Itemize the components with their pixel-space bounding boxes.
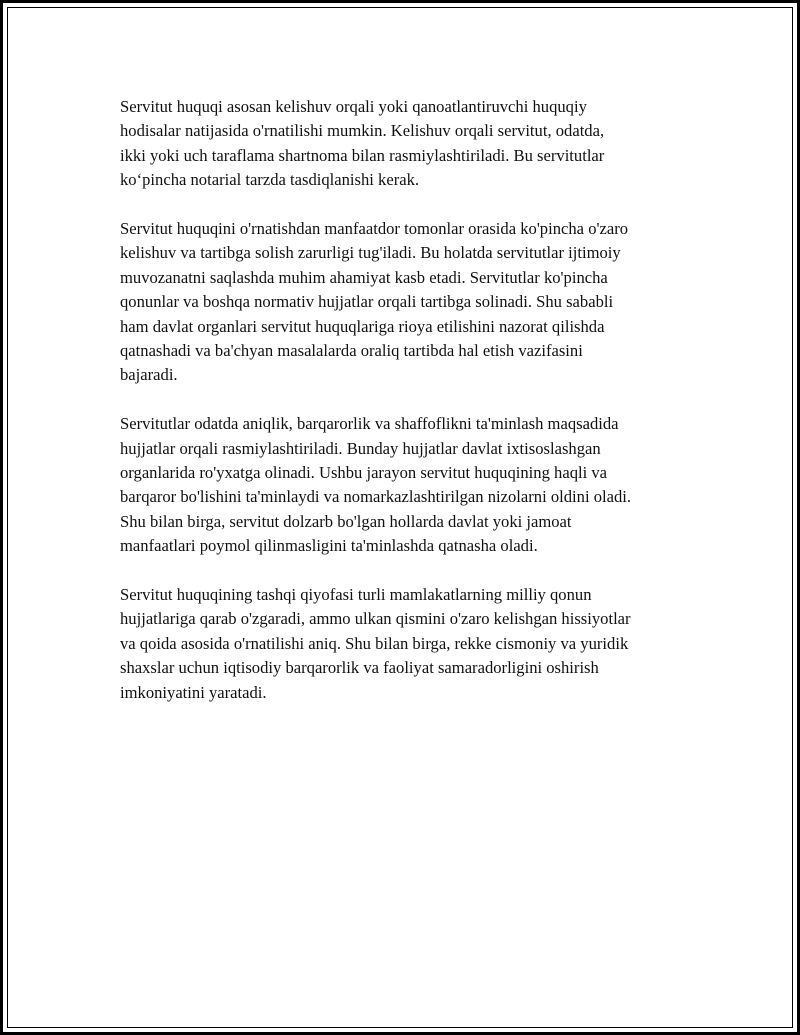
paragraph-4 [120, 583, 710, 705]
text-line: hodisalar natijasida o'rnatilishi mumkin. Kelishuv orqali servitut, odatda, [120, 121, 605, 141]
text-line: Shu bilan birga, servitut dolzarb bo'lgan hollarda davlat yoki jamoat [120, 511, 572, 531]
document-body [120, 95, 710, 730]
text-line: shaxslar uchun iqtisodiy barqarorlik va faoliyat samaradorligini oshirish [120, 658, 599, 678]
paragraph-1 [120, 95, 710, 193]
text-line: hujjatlariga qarab o'zgaradi, ammo ulkan qismini o'zaro kelishgan hissiyotlar [120, 609, 631, 629]
text-line: koʻpincha notarial tarzda tasdiqlanishi kerak. [120, 170, 420, 190]
text-line: va qoida asosida o'rnatilishi aniq. Shu bilan birga, rekke cismoniy va yuridik [120, 633, 629, 653]
text-line: kelishuv va tartibga solish zarurligi tug'iladi. Bu holatda servitutlar ijtimoiy [120, 243, 621, 263]
text-line: hujjatlar orqali rasmiylashtiriladi. Bunday hujjatlar davlat ixtisoslashgan [120, 438, 601, 458]
text-line: qonunlar va boshqa normativ hujjatlar orqali tartibga solinadi. Shu sababli [120, 292, 614, 312]
paragraph-2 [120, 217, 710, 388]
paragraph-3 [120, 412, 710, 558]
text-line: ham davlat organlari servitut huquqlariga rioya etilishini nazorat qilishda [120, 316, 605, 336]
text-line: Servitutlar odatda aniqlik, barqarorlik va shaffoflikni ta'minlash maqsadida [120, 414, 619, 434]
text-line: barqaror bo'lishini ta'minlaydi va nomarkazlashtirilgan nizolarni oldini oladi. [120, 487, 632, 507]
text-line: imkoniyatini yaratadi. [120, 682, 267, 702]
text-line: organlarida ro'yxatga olinadi. Ushbu jarayon servitut huquqining haqli va [120, 463, 608, 483]
text-line: Servitut huquqining tashqi qiyofasi turli mamlakatlarning milliy qonun [120, 585, 592, 605]
text-line: muvozanatni saqlashda muhim ahamiyat kasb etadi. Servitutlar ko'pincha [120, 267, 608, 287]
text-line: qatnashadi va ba'chyan masalalarda oraliq tartibda hal etish vazifasini [120, 341, 583, 361]
text-line: Servitut huquqini o'rnatishdan manfaatdor tomonlar orasida ko'pincha o'zaro [120, 219, 629, 239]
text-line: manfaatlari poymol qilinmasligini ta'minlashda qatnasha oladi. [120, 536, 538, 556]
text-line: ikki yoki uch taraflama shartnoma bilan rasmiylashtiriladi. Bu servitutlar [120, 145, 605, 165]
text-line: Servitut huquqi asosan kelishuv orqali yoki qanoatlantiruvchi huquqiy [120, 97, 587, 116]
text-line: bajaradi. [120, 365, 178, 385]
